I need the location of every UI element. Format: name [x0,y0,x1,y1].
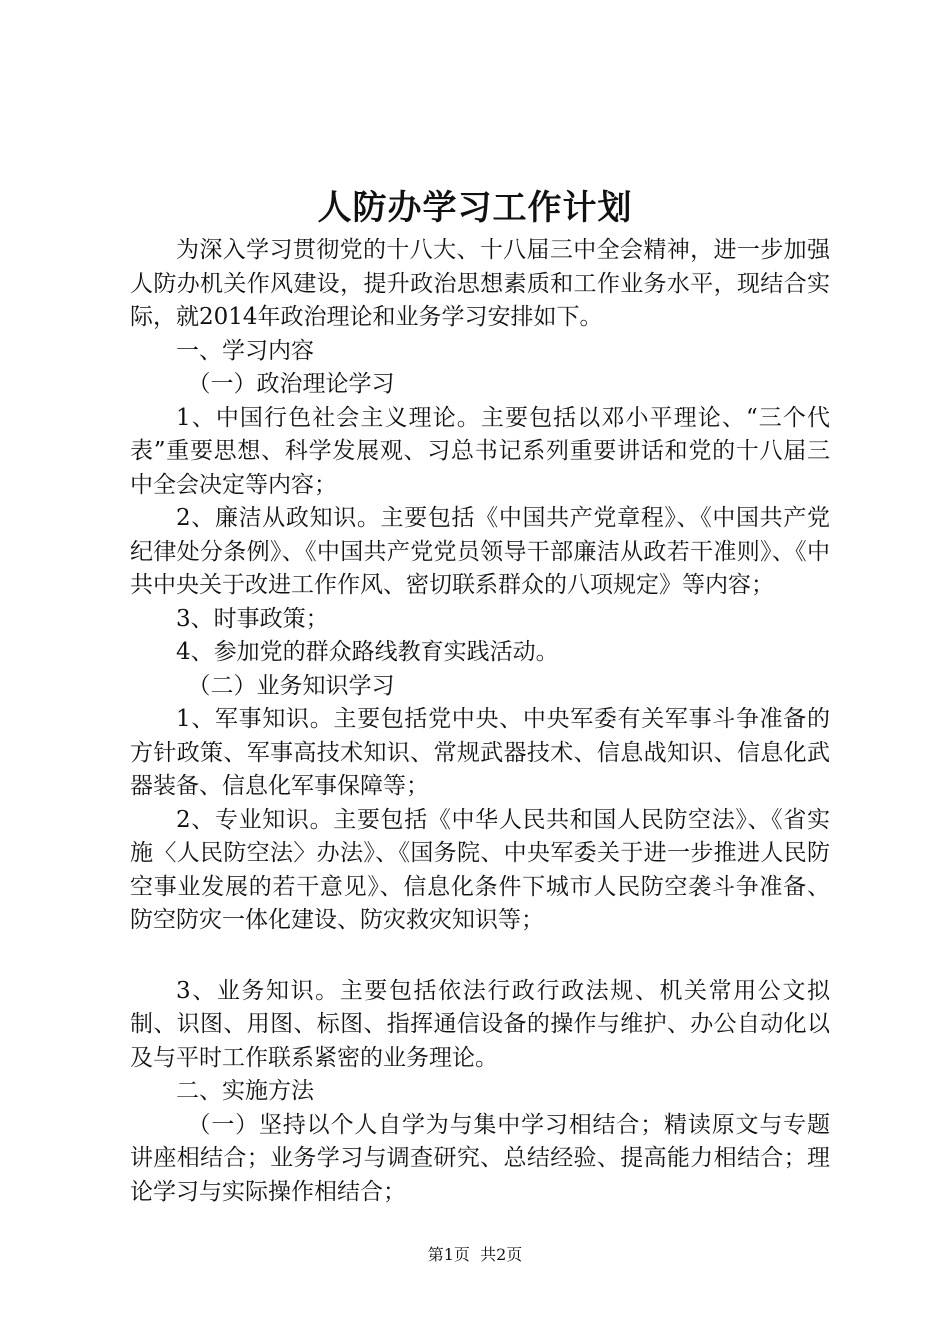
document-title: 人防办学习工作计划 [317,188,633,228]
section-heading-study-content: 一、学习内容 [176,337,314,364]
paragraph-item: 2、廉洁从政知识。主要包括《中国共产党章程》、《中国共产党纪律处分条例》、《中国共产党党员领导干部廉洁从政若干准则》、《中共中央关于改进工作作风、密切联系群众的八项规定》等内容； [130,505,830,598]
paragraph-item: 1、军事知识。主要包括党中央、中央军委有关军事斗争准备的方针政策、军事高技术知识、常规武器技术、信息战知识、信息化武器装备、信息化军事保障等； [130,706,830,799]
document-body [130,234,830,1209]
subsection-heading-business-knowledge: （二）业务知识学习 [187,672,395,699]
paragraph-item: 4、参加党的群众路线教育实践活动。 [176,639,559,665]
paragraph-item: 3、业务知识。主要包括依法行政行政法规、机关常用公文拟制、识图、用图、标图、指挥通信设备的操作与维护、办公自动化以及与平时工作联系紧密的业务理论。 [130,977,830,1071]
page-footer [0,1244,950,1266]
paragraph-item: 2、专业知识。主要包括《中华人民共和国人民防空法》、《省实施〈人民防空法〉办法》、《国务院、中央军委关于进一步推进人民防空事业发展的若干意见》、信息化条件下城市人民防空袭斗争准备、防空防灾一体化建设、防灾救灾知识等； [130,806,830,933]
section-heading-implementation: 二、实施方法 [176,1078,314,1104]
paragraph-spacer [130,938,830,975]
paragraph-item: 3、时事政策； [176,605,329,632]
page-number: 第1页 共2页 [427,1245,523,1264]
paragraph-item: （一）坚持以个人自学为与集中学习相结合；精读原文与专题讲座相结合；业务学习与调查研究、总结经验、提高能力相结合；理论学习与实际操作相结合； [130,1111,830,1205]
paragraph-intro: 为深入学习贯彻党的十八大、十八届三中全会精神，进一步加强人防办机关作风建设，提升政治思想素质和工作业务水平，现结合实际，就2014年政治理论和业务学习安排如下。 [130,237,830,330]
paragraph-item: 1、中国行色社会主义理论。主要包括以邓小平理论、“三个代表”重要思想、科学发展观、习总书记系列重要讲话和党的十八届三中全会决定等内容； [130,404,830,498]
subsection-heading-political-theory: （一）政治理论学习 [187,371,395,397]
